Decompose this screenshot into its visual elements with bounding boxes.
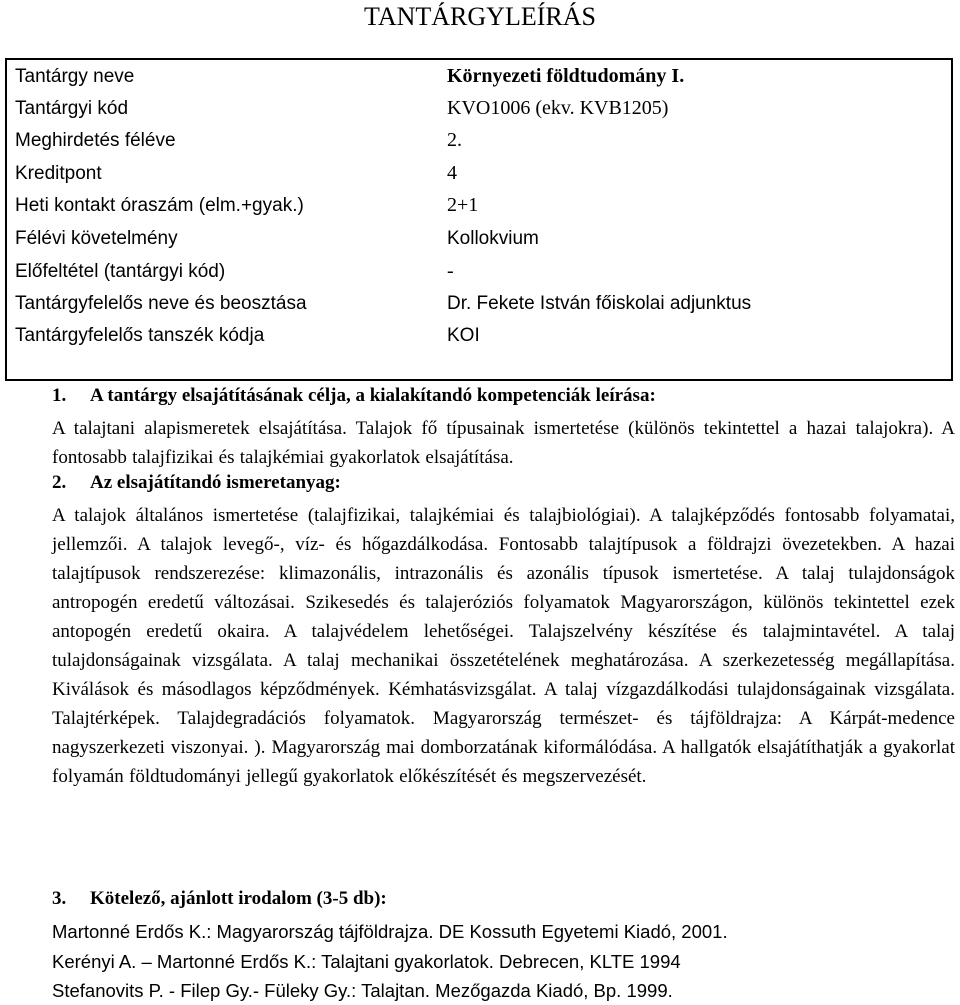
row-label: Tantárgyfelelős neve és beosztása xyxy=(15,293,307,314)
row-label: Kreditpont xyxy=(15,163,102,184)
row-label: Tantárgyi kód xyxy=(15,98,129,119)
row-value: Dr. Fekete István főiskolai adjunktus xyxy=(447,293,752,314)
row-label: Meghirdetés féléve xyxy=(15,130,176,151)
row-value: 4 xyxy=(447,162,457,184)
section-heading: A tantárgy elsajátításának célja, a kialakítandó kompetenciák leírása: xyxy=(90,385,656,406)
row-value: KVO1006 (ekv. KVB1205) xyxy=(447,97,669,119)
section-number: 3. xyxy=(52,888,67,909)
row-value: - xyxy=(447,260,454,282)
section-text: A talajok általános ismertetése (talajfizikai, talajkémiai és talajbiológiai). A talajképződés fontosabb folyamatai, jellemzői. A talajok levegő-, víz- és hőgazdálkodása. Fontosabb talajtípusok a földrajzi övezetekben. A hazai talajtípusok rendszerezése: klimazonális, intrazonális és azonális típusok ismertetése. A talaj tulajdonságok antropogén eredetű változásai. Szikesedés és talajeróziós folyamatok Magyarországon, különös tekintettel ezek antopogén eredetű okaira. A talajvédelem lehetőségei. Talajszelvény készítése és talajmintavétel. A talaj tulajdonságainak vizsgálata. A talaj mechanikai összetételének meghatározása. A szerkezetesség megállapítása. Kiválások és másodlagos képződmények. Kémhatásvizsgálat. A talaj vízgazdálkodási tulajdonságainak vizsgálata. Talajtérképek. Talajdegradációs folyamatok. Magyarország természet- és tájföldrajza: A Kárpát-medence nagyszerkezeti viszonyai. ). Magyarország mai domborzatának kiformálódása. A hallgatók elsajátíthatják a gyakorlat folyamán földtudományi jellegű gyakorlatok előkészítését és megszervezését. xyxy=(52,505,955,787)
row-label: Félévi követelmény xyxy=(15,228,178,249)
section-number: 1. xyxy=(52,385,67,406)
row-label: Tantárgyfelelős tanszék kódja xyxy=(15,325,265,346)
course-info-table xyxy=(5,58,953,381)
row-value: 2+1 xyxy=(447,194,479,216)
row-value: 2. xyxy=(447,129,462,151)
reference-item: Kerényi A. – Martonné Erdős K.: Talajtani gyakorlatok. Debrecen, KLTE 1994 xyxy=(52,951,681,972)
page-title: TANTÁRGYLEÍRÁS xyxy=(364,2,596,31)
section-number: 2. xyxy=(52,472,67,493)
section-heading: Az elsajátítandó ismeretanyag: xyxy=(90,472,341,493)
reference-item: Martonné Erdős K.: Magyarország tájföldrajza. DE Kossuth Egyetemi Kiadó, 2001. xyxy=(52,921,728,942)
row-label: Előfeltétel (tantárgyi kód) xyxy=(15,261,226,282)
reference-item: Stefanovits P. - Filep Gy.- Füleky Gy.: Talajtan. Mezőgazda Kiadó, Bp. 1999. xyxy=(52,980,673,1001)
row-value: KOI xyxy=(447,325,480,346)
row-label: Tantárgy neve xyxy=(15,66,135,87)
section-text: A talajtani alapismeretek elsajátítása. Talajok fő típusainak ismertetése (különös tekintettel a hazai talajokra). A fontosabb talajfizikai és talajkémiai gyakorlatok elsajátítása. xyxy=(52,418,955,468)
section-heading: Kötelező, ajánlott irodalom (3-5 db): xyxy=(90,888,387,909)
row-value: Kollokvium xyxy=(447,228,539,249)
row-value: Környezeti földtudomány I. xyxy=(447,65,685,87)
row-label: Heti kontakt óraszám (elm.+gyak.) xyxy=(15,195,304,216)
